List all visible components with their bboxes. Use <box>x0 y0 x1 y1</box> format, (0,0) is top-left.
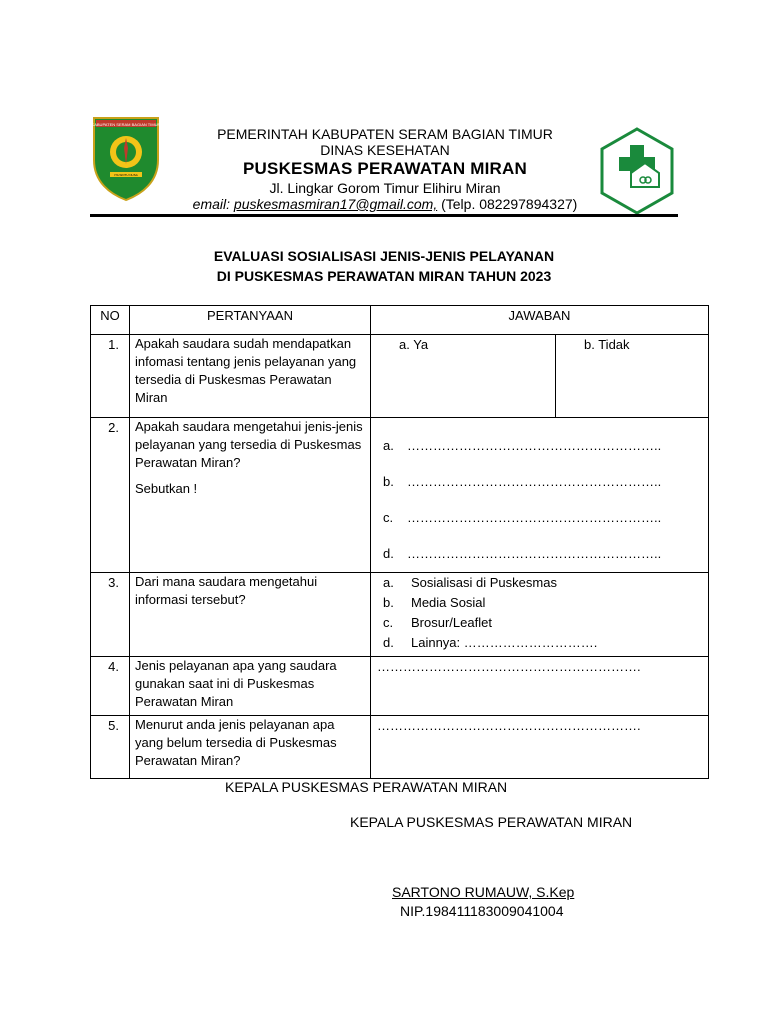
signatory-nip: NIP.198411183009041004 <box>400 903 564 919</box>
table-row <box>91 573 709 657</box>
table-row <box>91 657 709 716</box>
question-text: Jenis pelayanan apa yang saudara gunakan saat ini di Puskesmas Perawatan Miran <box>130 657 371 716</box>
header-answer: JAWABAN <box>371 306 709 335</box>
shield-text-top: KABUPATEN SERAM BAGIAN TIMUR <box>92 122 160 127</box>
answer-option[interactable]: b. Media Sosial <box>383 595 486 610</box>
signature-title-2: KEPALA PUSKESMAS PERAWATAN MIRAN <box>350 814 633 830</box>
row-number: 4. <box>91 657 130 716</box>
document-title-line1: EVALUASI SOSIALISASI JENIS-JENIS PELAYANAN <box>213 248 555 264</box>
row-number: 5. <box>91 716 130 779</box>
table-row <box>91 418 709 573</box>
header-question: PERTANYAAN <box>130 306 371 335</box>
question-text: Dari mana saudara mengetahui informasi tersebut? <box>130 573 371 657</box>
signatory-name: SARTONO RUMAUW, S.Kep <box>392 884 575 900</box>
header-department: DINAS KESEHATAN <box>320 142 450 158</box>
answer-line[interactable]: ……………………………………………………. <box>371 657 709 716</box>
document-title-line2: DI PUSKESMAS PERAWATAN MIRAN TAHUN 2023 <box>216 268 552 284</box>
answer-option-no[interactable]: b. Tidak <box>556 335 709 418</box>
signature-title-1: KEPALA PUSKESMAS PERAWATAN MIRAN <box>225 779 508 795</box>
header-contact <box>150 196 620 212</box>
header-address: Jl. Lingkar Gorom Timur Elihiru Miran <box>269 180 501 196</box>
table-row <box>91 335 709 418</box>
answer-line[interactable]: c. ………………………………………………….. <box>383 510 662 525</box>
header-no: NO <box>91 306 130 335</box>
row-number: 3. <box>91 573 130 657</box>
row-number: 2. <box>91 418 130 573</box>
answer-option-yes[interactable]: a. Ya <box>371 335 556 418</box>
question-subprompt: Sebutkan ! <box>135 481 198 496</box>
answer-line[interactable]: b. ………………………………………………….. <box>383 474 662 489</box>
answer-line[interactable]: a. ………………………………………………….. <box>383 438 662 453</box>
header-government: PEMERINTAH KABUPATEN SERAM BAGIAN TIMUR <box>217 126 553 142</box>
questionnaire-table <box>90 305 709 779</box>
phone-number: (Telp. 082297894327) <box>441 196 578 212</box>
shield-text-bottom: ITA WOTU NUSA <box>114 173 138 177</box>
question-text: Apakah saudara sudah mendapatkan infomasi tentang jenis pelayanan yang tersedia di Puskesmas Perawatan Miran <box>130 335 371 418</box>
answer-line[interactable]: d. ………………………………………………….. <box>383 546 662 561</box>
table-header-row <box>91 306 709 335</box>
answer-option[interactable]: d. Lainnya: …………………………. <box>383 635 598 650</box>
header-divider <box>90 214 678 217</box>
answer-option[interactable]: a. Sosialisasi di Puskesmas <box>383 575 557 590</box>
row-number: 1. <box>91 335 130 418</box>
email-link[interactable]: puskesmasmiran17@gmail.com, <box>233 196 438 212</box>
question-text: Menurut anda jenis pelayanan apa yang belum tersedia di Puskesmas Perawatan Miran? <box>130 716 371 779</box>
email-label: email: <box>192 196 231 212</box>
answer-option[interactable]: c. Brosur/Leaflet <box>383 615 492 630</box>
table-row <box>91 716 709 779</box>
question-text: Apakah saudara mengetahui jenis-jenis pelayanan yang tersedia di Puskesmas Perawatan Miran? <box>135 419 363 470</box>
answer-line[interactable]: ……………………………………………………. <box>371 716 709 779</box>
header-facility-name: PUSKESMAS PERAWATAN MIRAN <box>243 159 527 178</box>
